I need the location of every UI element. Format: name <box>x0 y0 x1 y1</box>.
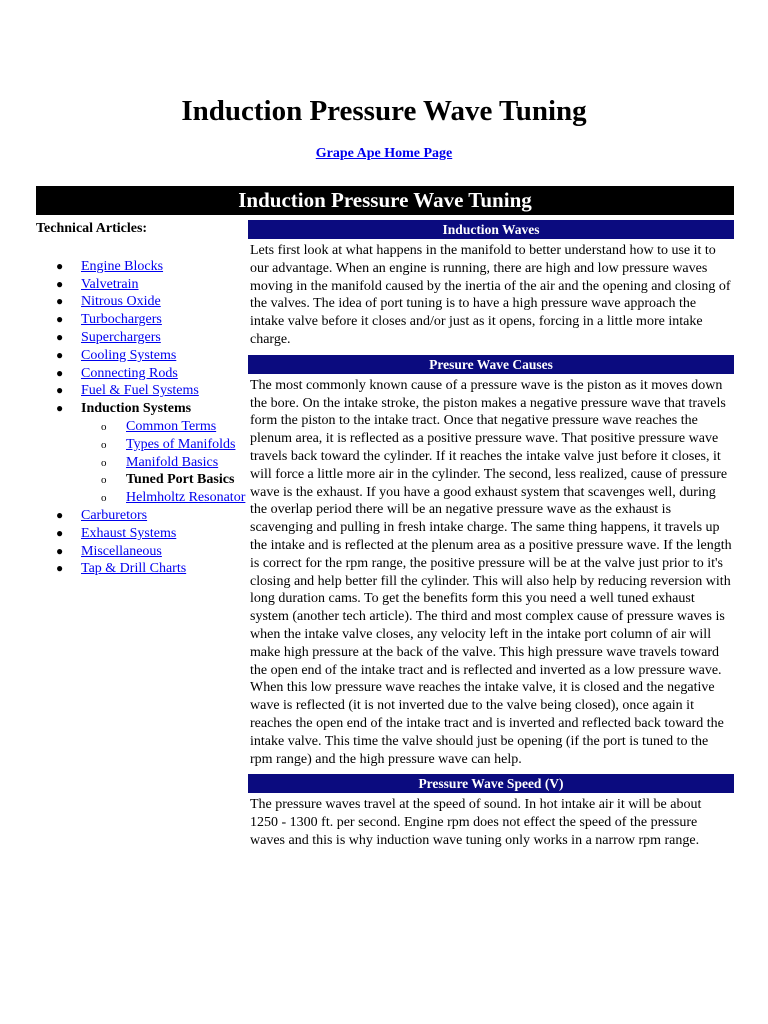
sub-item-common-terms <box>81 418 248 436</box>
link-exhaust-systems[interactable]: Exhaust Systems <box>81 525 177 541</box>
link-tap-drill-charts[interactable]: Tap & Drill Charts <box>81 561 187 577</box>
bullet-icon: ● <box>56 294 64 309</box>
current-page-tuned-port-basics: Tuned Port Basics <box>126 472 235 488</box>
bullet-icon: ● <box>56 507 64 522</box>
section-header-induction-waves: Induction Waves <box>248 220 734 239</box>
section-text-wave-causes: The most commonly known cause of a pressure wave is the piston as it moves down the bore. On the intake stroke, the piston makes a negative pressure wave that travels form the piston to the intake tract. Once that negative pressure wave reaches the plenum area, it is reflected as a positive pressure wave. That positive pressure wave travels back toward the cylinder. If it reaches the intake valve just before it closes, it will force a little more air in the cylinder. The second, less realized, cause of pressure wave is the exhaust. If you have a good exhaust system that scavenges well, during the overlap period there will be an negative pressure wave as the exhaust is scavenging and pulling in fresh intake charge. The same thing happens, it travels up the intake and is reflected at the plenum area as a positive pressure wave. If the length is correct for the rpm range, the positive pressure will be at the valve just prior to it's closing and help better fill the cylinder. This will also help by reducing reversion with long duration cams. To get the benefits form this you need a well tuned exhaust system (another tech article). The third and most complex cause of pressure waves is when the intake valve closes, any velocity left in the intake port column of air will make high pressure at the back of the valve. This high pressure wave travels toward the open end of the intake tract and is reflected and inverted as a low pressure wave. When this low pressure wave reaches the intake valve, it is closed and the negative wave is reflected (it is not inverted due to the valve being closed), once again it reaches the open end of the intake tract and is inverted and reflected back toward the intake valve. This time the valve should just be opening (if the port is tuned to the rpm range) and the high pressure wave can help. <box>250 377 732 767</box>
sidebar-item-superchargers <box>36 329 248 347</box>
link-types-of-manifolds[interactable]: Types of Manifolds <box>126 436 236 452</box>
bullet-icon: ● <box>56 312 64 327</box>
section-text-wave-speed: The pressure waves travel at the speed of sound. In hot intake air it will be about 1250 - 1300 ft. per second. Engine rpm does not effect the speed of the pressure waves and this is why induction wave tuning only works in a narrow rpm range. <box>250 797 702 848</box>
hollow-bullet-icon: o <box>101 456 107 469</box>
induction-sub-list <box>81 418 248 507</box>
link-cooling-systems[interactable]: Cooling Systems <box>81 347 177 363</box>
sidebar-item-nitrous-oxide <box>36 293 248 311</box>
link-connecting-rods[interactable]: Connecting Rods <box>81 365 178 381</box>
sidebar-item-cooling-systems <box>36 347 248 365</box>
sidebar-item-carburetors <box>36 507 248 525</box>
link-manifold-basics[interactable]: Manifold Basics <box>126 454 219 470</box>
sidebar-item-fuel-systems <box>36 382 248 400</box>
bullet-icon: ● <box>56 365 64 380</box>
bullet-icon: ● <box>56 401 64 416</box>
link-carburetors[interactable]: Carburetors <box>81 507 148 523</box>
page-banner: Induction Pressure Wave Tuning <box>36 186 734 215</box>
bullet-icon: ● <box>56 525 64 540</box>
home-page-link[interactable]: Grape Ape Home Page <box>315 146 453 161</box>
sidebar-item-miscellaneous <box>36 543 248 561</box>
sub-item-tuned-port-basics <box>81 471 248 489</box>
link-miscellaneous[interactable]: Miscellaneous <box>81 543 162 559</box>
main-content <box>248 220 734 856</box>
sidebar-item-tap-drill-charts <box>36 560 248 578</box>
article-list <box>36 258 248 578</box>
bullet-icon: ● <box>56 347 64 362</box>
bullet-icon: ● <box>56 561 64 576</box>
sidebar <box>36 220 248 578</box>
sidebar-item-connecting-rods <box>36 365 248 383</box>
sidebar-heading: Technical Articles: <box>36 221 148 236</box>
link-valvetrain[interactable]: Valvetrain <box>81 276 139 292</box>
sidebar-item-engine-blocks <box>36 258 248 276</box>
link-superchargers[interactable]: Superchargers <box>81 329 161 345</box>
sub-item-types-of-manifolds <box>81 436 248 454</box>
bullet-icon: ● <box>56 543 64 558</box>
hollow-bullet-icon: o <box>101 474 107 487</box>
link-engine-blocks[interactable]: Engine Blocks <box>81 258 164 274</box>
bullet-icon: ● <box>56 383 64 398</box>
bullet-icon: ● <box>56 276 64 291</box>
link-turbochargers[interactable]: Turbochargers <box>81 312 162 328</box>
section-header-wave-speed: Pressure Wave Speed (V) <box>248 774 734 793</box>
sub-item-helmholtz-resonator <box>81 489 248 507</box>
hollow-bullet-icon: o <box>101 492 107 505</box>
sidebar-item-turbochargers <box>36 311 248 329</box>
link-fuel-systems[interactable]: Fuel & Fuel Systems <box>81 383 199 399</box>
hollow-bullet-icon: o <box>101 438 107 451</box>
link-nitrous-oxide[interactable]: Nitrous Oxide <box>81 294 161 310</box>
sidebar-item-induction-systems <box>36 400 248 507</box>
bullet-icon: ● <box>56 329 64 344</box>
page-title: Induction Pressure Wave Tuning <box>181 95 587 127</box>
link-common-terms[interactable]: Common Terms <box>126 418 217 434</box>
section-header-wave-causes: Presure Wave Causes <box>248 355 734 374</box>
section-text-induction-waves: Lets first look at what happens in the manifold to better understand how to use it to our advantage. When an engine is running, there are high and low pressure waves moving in the manifold caused by the inertia of the air and the opening and closing of the valves. The idea of port tuning is to have a high pressure wave approach the intake valve before it closes and/or just as it opens, forcing in a little more intake charge. <box>250 243 731 347</box>
sidebar-item-valvetrain <box>36 276 248 294</box>
sub-item-manifold-basics <box>81 454 248 472</box>
bullet-icon: ● <box>56 258 64 273</box>
current-section-induction-systems: Induction Systems <box>81 401 192 417</box>
sidebar-item-exhaust-systems <box>36 525 248 543</box>
link-helmholtz-resonator[interactable]: Helmholtz Resonator <box>126 490 246 506</box>
hollow-bullet-icon: o <box>101 420 107 433</box>
home-link-container <box>0 146 768 162</box>
